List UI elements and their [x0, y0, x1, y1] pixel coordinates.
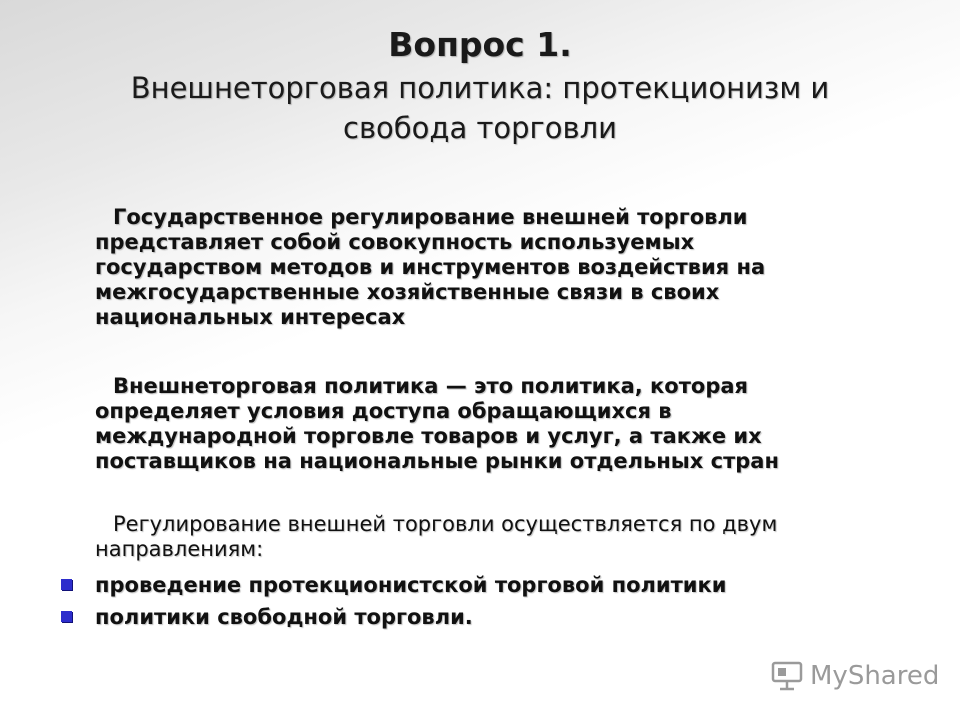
presentation-icon: [770, 660, 804, 692]
paragraph-line: направлениям:: [95, 537, 264, 561]
paragraph-line: представляет собой совокупность используемых: [95, 230, 695, 254]
title-line-3: свобода торговли: [343, 111, 617, 145]
title-line-1: Вопрос 1.: [388, 25, 572, 64]
paragraph-regulation-definition: [95, 205, 895, 330]
paragraph-line: межгосударственные хозяйственные связи в своих: [95, 280, 720, 304]
paragraph-line: Внешнеторговая политика — это политика, которая: [113, 374, 749, 398]
list-item-text: проведение протекционистской торговой политики: [95, 573, 727, 597]
paragraph-line: поставщиков на национальные рынки отдельных стран: [95, 449, 779, 473]
watermark-text: MyShared: [810, 661, 940, 691]
paragraph-line: государством методов и инструментов воздействия на: [95, 255, 766, 279]
bullet-list: [58, 569, 918, 633]
list-item: [58, 601, 918, 633]
square-bullet-icon: [61, 611, 72, 622]
list-item-text: политики свободной торговли.: [95, 605, 473, 629]
list-item: [58, 569, 918, 601]
paragraph-policy-definition: [95, 374, 895, 474]
watermark: [770, 658, 939, 694]
slide-title: [60, 22, 900, 148]
square-bullet-icon: [61, 579, 72, 590]
paragraph-line: национальных интересах: [95, 305, 406, 329]
paragraph-line: определяет условия доступа обращающихся в: [95, 399, 672, 423]
paragraph-line: Государственное регулирование внешней торговли: [113, 205, 748, 229]
paragraph-directions: [95, 512, 895, 562]
title-line-2: Внешнеторговая политика: протекционизм и: [130, 71, 830, 105]
paragraph-line: Регулирование внешней торговли осуществляется по двум: [113, 512, 778, 536]
paragraph-line: международной торговле товаров и услуг, а также их: [95, 424, 762, 448]
